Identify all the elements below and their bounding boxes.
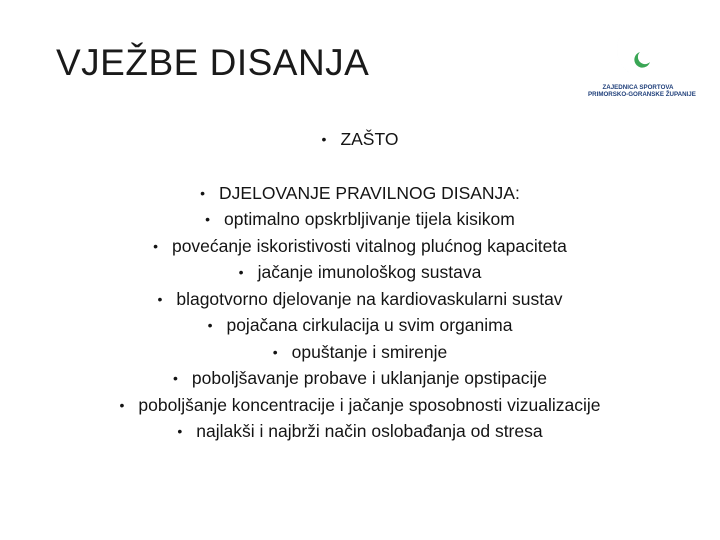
- list-item-text: optimalno opskrbljivanje tijela kisikom: [224, 209, 515, 229]
- list-item: [0, 286, 720, 313]
- bullet-icon: •: [157, 290, 163, 307]
- bullet-icon: •: [207, 317, 213, 333]
- list-item-text: najlakši i najbrži način oslobađanja od stresa: [196, 421, 543, 441]
- list-item: [0, 206, 720, 233]
- logo-text: [588, 84, 696, 98]
- bullet-icon: •: [172, 370, 178, 386]
- bullet-icon: •: [153, 237, 158, 254]
- bullet-icon: •: [321, 131, 327, 147]
- list-item-heading: [0, 126, 720, 153]
- list-item: [0, 180, 720, 207]
- list-item-text: DJELOVANJE PRAVILNOG DISANJA:: [219, 182, 520, 203]
- list-item-text: poboljšanje koncentracije i jačanje sposobnosti vizualizacije: [138, 394, 601, 415]
- list-item: [0, 312, 720, 339]
- bullet-icon: •: [119, 396, 125, 413]
- list-item: [0, 259, 720, 286]
- logo-text-line2: PRIMORSKO-GORANSKE ŽUPANIJE: [588, 91, 696, 98]
- bullet-icon: •: [272, 343, 278, 360]
- bullet-icon: •: [200, 184, 206, 201]
- list-item: [0, 339, 720, 366]
- list-item: [0, 392, 720, 419]
- list-item-text: ZAŠTO: [340, 129, 399, 149]
- list-item: [0, 418, 720, 445]
- bullet-list: [0, 126, 720, 445]
- slide-title: VJEŽBE DISANJA: [56, 42, 370, 83]
- list-item-text: jačanje imunološkog sustava: [257, 262, 482, 282]
- list-item: [0, 233, 720, 260]
- list-item-text: poboljšavanje probave i uklanjanje opstipacije: [191, 368, 547, 388]
- list-item-text: povećanje iskoristivosti vitalnog plućnog kapaciteta: [171, 235, 567, 256]
- crescent-logo-icon: [604, 22, 672, 84]
- list-item-text: blagotvorno djelovanje na kardiovaskularni sustav: [176, 288, 563, 309]
- bullet-icon: •: [177, 423, 183, 439]
- bullet-icon: •: [238, 264, 244, 280]
- spacer: [0, 153, 720, 180]
- organization-logo: [588, 22, 696, 102]
- list-item-text: opuštanje i smirenje: [291, 341, 448, 362]
- list-item-text: pojačana cirkulacija u svim organima: [226, 315, 513, 335]
- logo-text-line1: ZAJEDNICA SPORTOVA: [602, 84, 674, 91]
- list-item: [0, 365, 720, 392]
- bullet-icon: •: [205, 211, 211, 227]
